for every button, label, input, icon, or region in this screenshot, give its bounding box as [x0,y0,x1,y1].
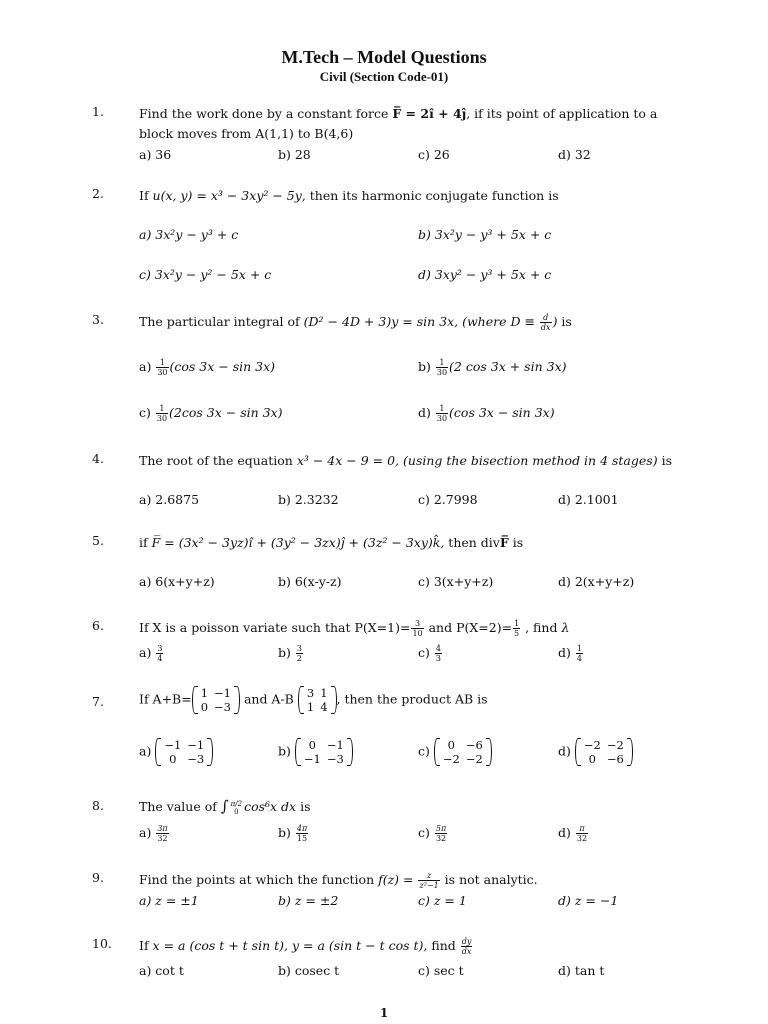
option-c[interactable]: c) $\frac{4}{3}$ [418,644,441,663]
question-number: 3. [92,312,104,327]
matrix: 3 1 1 4 [298,686,337,714]
option-a[interactable]: a) $\frac{3\pi}{32}$ [139,824,168,843]
option-c[interactable]: c) 0 −6 −2 −2 [418,738,492,766]
fraction: $\frac{d}{dx}$ [540,313,551,332]
question-number: 7. [92,694,104,709]
option-d[interactable]: d) 2(x+y+z) [558,574,635,589]
option-b[interactable]: b) 2.3232 [278,492,339,507]
option-b[interactable]: b) $\frac{3}{2}$ [278,644,302,663]
option-b[interactable]: b) z = ±2 [278,893,339,908]
question-stem: If X is a poisson variate such that P(X=1)= $\frac{3}{10}$ and P(X=2)= $\frac{1}{5}$ , find λ [139,619,570,638]
question-number: 2. [92,186,104,201]
option-a[interactable]: a) 2.6875 [139,492,200,507]
option-d[interactable]: d) −2 −2 0 −6 [558,738,633,766]
question-number: 1. [92,104,104,119]
option-d[interactable]: d) z = −1 [558,893,619,908]
option-a[interactable]: a) −1 −1 0 −3 [139,738,213,766]
question-stem: The particular integral of (D² − 4D + 3)y = sin 3x, (where D ≡ $\frac{d}{dx}$ ) is [139,313,572,332]
option-a[interactable]: a) 3x²y − y³ + c [139,227,239,242]
question-stem: Find the points at which the function f(z) = $\frac{z}{\text{z²−1}}$ is not analytic. [139,871,538,890]
matrix: 1 −1 0 −3 [192,686,240,714]
option-d[interactable]: d) $\frac{1}{4}$ [558,644,582,663]
option-b[interactable]: b) $\frac{4\pi}{15}$ [278,824,308,843]
option-d[interactable]: d) 2.1001 [558,492,619,507]
page-subtitle: Civil (Section Code-01) [319,69,449,84]
question-number: 10. [92,936,112,951]
document-header [0,46,768,86]
option-d[interactable]: d) 32 [558,147,591,162]
question-number: 4. [92,451,104,466]
option-c[interactable]: c) 2.7998 [418,492,478,507]
option-a[interactable]: a) 6(x+y+z) [139,574,215,589]
question-stem: The value of ∫ π/2 0 cos⁶x dx is [139,797,311,816]
option-a[interactable]: a) $\frac{3}{4}$ [139,644,163,663]
option-b[interactable]: b) cosec t [278,963,340,978]
page-title: M.Tech – Model Questions [281,47,487,67]
question-number: 9. [92,870,104,885]
option-c[interactable]: c) $\frac{5\pi}{32}$ [418,824,447,843]
option-d[interactable]: d) tan t [558,963,605,978]
option-a[interactable]: a) z = ±1 [139,893,199,908]
question-stem: If u(x, y) = x³ − 3xy² − 5y, then its harmonic conjugate function is [139,188,559,203]
question-stem: If A+B= 1 −1 0 −3 and A-B 3 1 1 4 , then the product AB is [139,686,488,714]
option-d[interactable]: d) 3xy² − y³ + 5x + c [418,267,552,282]
option-b[interactable]: b) $\frac{1}{30}$ (2 cos 3x + sin 3x) [418,358,567,377]
option-b[interactable]: b) 0 −1 −1 −3 [278,738,353,766]
question-number: 6. [92,618,104,633]
option-c[interactable]: c) z = 1 [418,893,467,908]
option-a[interactable]: a) cot t [139,963,184,978]
option-d[interactable]: d) $\frac{\pi}{32}$ [558,824,588,843]
option-d[interactable]: d) $\frac{1}{30}$ (cos 3x − sin 3x) [418,404,555,423]
option-b[interactable]: b) 3x²y − y³ + 5x + c [418,227,552,242]
question-stem: if F̅ = (3x² − 3yz)î + (3y² − 3zx)ĵ + (3z² − 3xy)k̂, then divF̅ is [139,535,524,550]
option-a[interactable]: a) 36 [139,147,172,162]
option-a[interactable]: a) $\frac{1}{30}$ (cos 3x − sin 3x) [139,358,276,377]
option-c[interactable]: c) 3(x+y+z) [418,574,494,589]
option-b[interactable]: b) 28 [278,147,311,162]
question-stem: Find the work done by a constant force F̅ = 2î + 4ĵ, if its point of application to a block moves from A(1,1) to B(4,6) [139,106,658,141]
option-c[interactable]: c) 3x²y − y² − 5x + c [139,267,272,282]
question-number: 5. [92,533,104,548]
option-c[interactable]: c) $\frac{1}{30}$ (2cos 3x − sin 3x) [139,404,283,423]
question-stem: If x = a (cos t + t sin t), y = a (sin t − t cos t), find $\frac{dy}{dx}$ [139,937,472,956]
question-number: 8. [92,798,104,813]
question-stem: The root of the equation x³ − 4x − 9 = 0, (using the bisection method in 4 stages) is [139,453,672,468]
option-b[interactable]: b) 6(x-y-z) [278,574,342,589]
option-c[interactable]: c) 26 [418,147,450,162]
page-number: 1 [379,1006,389,1020]
integral-sign: ∫ [220,797,229,815]
option-c[interactable]: c) sec t [418,963,464,978]
